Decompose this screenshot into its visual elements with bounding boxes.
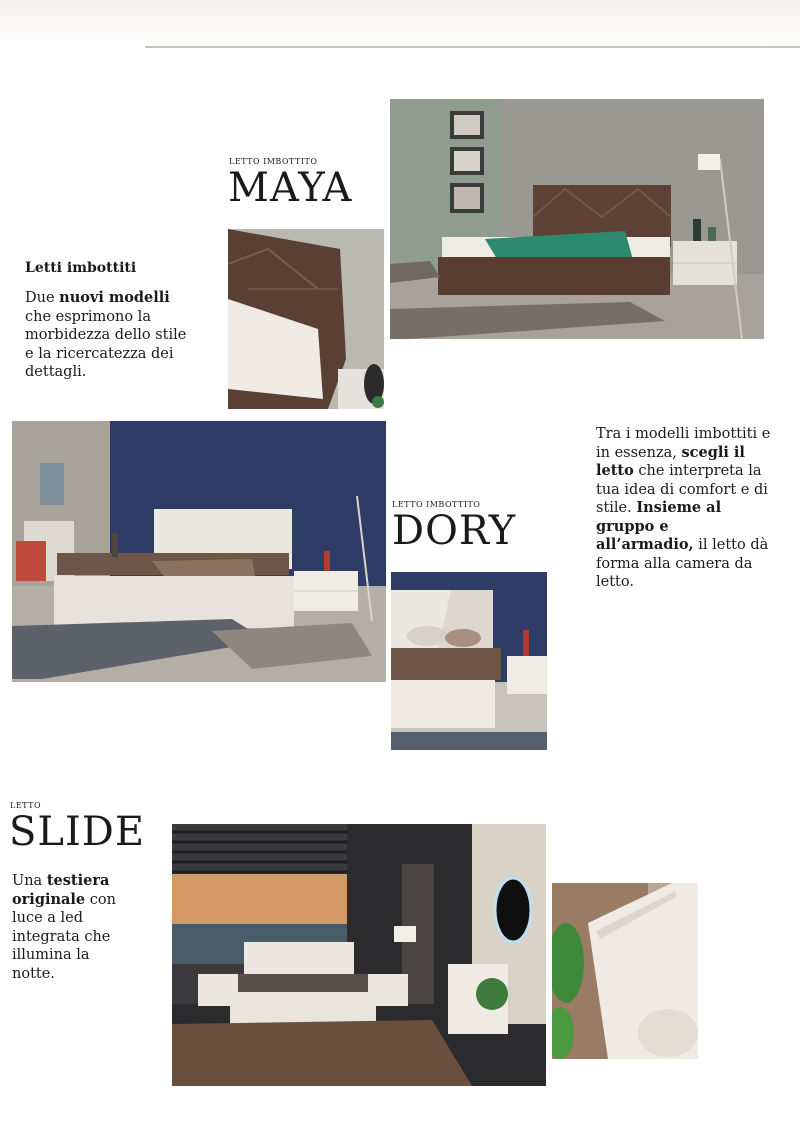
dory-text-5: il letto dà forma alla camera da letto.: [596, 537, 769, 590]
dory-detail-photo: [391, 572, 547, 750]
maya-description: [25, 289, 195, 382]
slide-text-1: Una: [12, 873, 47, 889]
page-top-shade: [0, 0, 800, 46]
maya-text-bold: nuovi modelli: [59, 289, 170, 306]
dory-text-bold-1: scegli il letto: [596, 443, 745, 479]
slide-text-3: con luce a led integrata che illumina la notte.: [12, 891, 116, 982]
slide-kicker: LETTO: [10, 801, 42, 810]
dory-kicker: LETTO IMBOTTITO: [392, 500, 481, 509]
maya-title: MAYA: [228, 165, 353, 211]
maya-text-c: che esprimono la morbidezza dello stile e la ricercatezza dei dettagli.: [25, 308, 187, 380]
slide-bedroom-photo: [172, 824, 546, 1086]
maya-text-a: Due: [25, 290, 60, 306]
dory-bedroom-photo: [12, 421, 386, 682]
slide-title: SLIDE: [9, 809, 146, 855]
dory-text-bold-2: Insieme al gruppo e all’armadio,: [596, 499, 722, 553]
dory-text-1: Tra i modelli imbottiti e in essenza,: [596, 426, 771, 461]
slide-description: [12, 872, 122, 983]
slide-detail-photo: [552, 883, 698, 1059]
maya-bedroom-photo: [390, 99, 764, 339]
section-title: Letti imbottiti: [25, 260, 137, 276]
dory-text-3: che interpreta la tua idea di comfort e di stile.: [596, 463, 768, 516]
dory-title: DORY: [392, 508, 517, 554]
maya-detail-photo: [228, 229, 384, 409]
page-top-rule: [145, 46, 800, 48]
maya-kicker: LETTO IMBOTTITO: [229, 157, 318, 166]
dory-description: [596, 425, 771, 592]
slide-text-bold: testiera originale: [12, 872, 110, 908]
